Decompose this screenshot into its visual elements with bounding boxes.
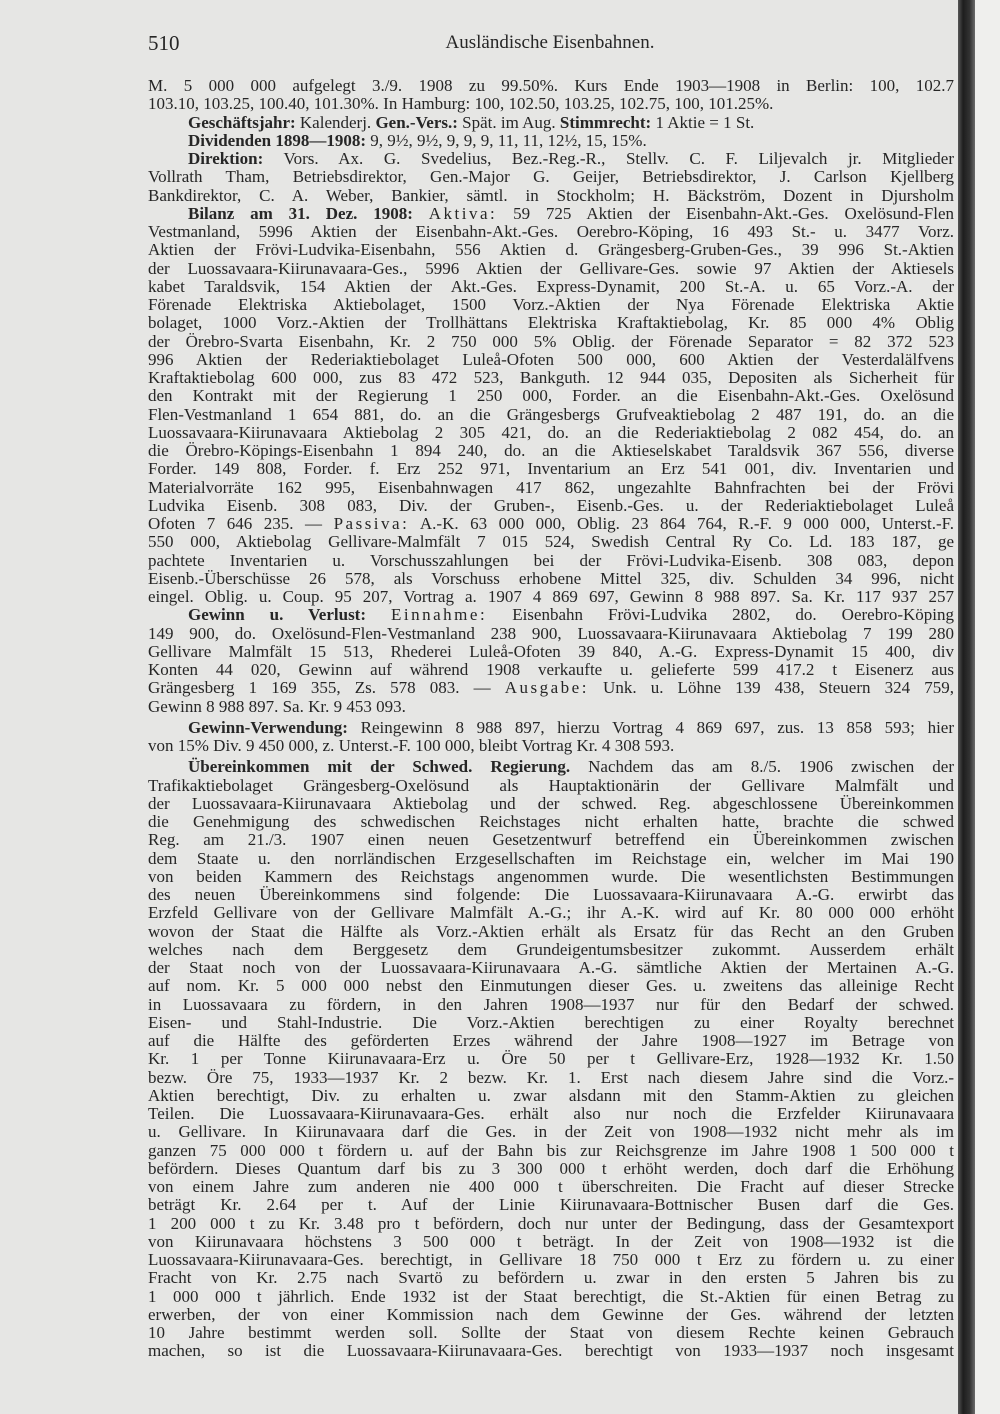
text-run: Flen-Vestmanland 1 654 881, do. an die Grängesbergs Grufveaktiebolag 2 487 191, do. an die [148, 404, 954, 424]
text-run: pachtete Inventarien u. Vorschusszahlungen bei der Frövi-Ludvika-Eisenb. 308 083, depon [148, 550, 954, 570]
text-run: den Kontrakt mit der Regierung 1 250 000, Forder. an die Eisenbahn-Akt.-Ges. Oxelösund [148, 386, 954, 406]
spaced-label: Einnahme: [391, 605, 488, 625]
text-run: Konten 44 020, Gewinn auf während 1908 verkaufte u. gelieferte 599 417.2 t Eisenerz aus [148, 660, 954, 679]
text-line [188, 605, 954, 625]
text-line [148, 958, 954, 978]
section-heading: Geschäftsjahr: [188, 112, 296, 132]
scan-edge [975, 0, 1000, 1414]
text-run: Aktien der Frövi-Ludvika-Eisenbahn, 556 Aktien d. Grängesberg-Gruben-Ges., 39 996 St.-Aktien [148, 240, 954, 260]
text-run: Ofoten 7 646 235. — [148, 514, 334, 533]
scan-binding-shadow [958, 0, 975, 1414]
text-run: erwerben, der von einer Kommission nach dem Gewinne der Ges. während der letzten [148, 1304, 954, 1324]
text-run: Trafikaktiebolaget Grängesberg-Oxelösund als Hauptaktionärin der Gellivare Malmfält und [148, 775, 954, 795]
text-run: Bankdirektor, C. A. Weber, Bankier, sämtl. in Stockholm; H. Bäckström, Dozent in Djursholm [148, 185, 954, 205]
text-run: Gellivare Malmfält 15 513, Rhederei Luleå-Ofoten 39 840, A.-G. Express-Dynamit 15 400, div [148, 641, 954, 661]
text-line [148, 1323, 954, 1343]
text-run: Reingewinn 8 988 897, hierzu Vortrag 4 869 697, zus. 13 858 593; hier [347, 717, 954, 737]
text-run: 996 Aktien der Rederiaktiebolaget Luleå-Ofoten 500 000, 600 Aktien der Vesterdalälfvens [148, 349, 954, 369]
text-run: M. 5 000 000 aufgelegt 3./9. 1908 zu 99.50%. Kurs Ende 1903—1908 in Berlin: 100, 102.7 [148, 76, 954, 95]
text-run: Erzfeld Gellivare von der Gellivare Malmfält A.-G.; ihr A.-K. wird auf Kr. 80 000 000 erhöht [148, 903, 954, 923]
text-line [148, 1177, 954, 1197]
text-run: eingel. Oblig. u. Coup. 95 207, Vortrag a. 1907 4 869 697, Gewinn 8 988 897. Sa. Kr. 117 937 257 [148, 587, 954, 606]
text-run: Reg. am 21./3. 1907 einen neuen Gesetzentwurf betreffend ein Übereinkommen zwischen [148, 830, 954, 850]
text-run: von Kiirunavaara höchstens 3 500 000 t beträgt. In der Zeit von 1908—1932 ist die [148, 1231, 954, 1251]
text-line [148, 240, 954, 260]
text-run: dem Staate u. den norrländischen Erzgesellschaften im Reichstage ein, welcher im Mai 190 [148, 848, 954, 868]
text-line [148, 812, 954, 832]
text-run: Forder. 149 808, Forder. f. Erz 252 971, Inventarium an Erz 541 001, div. Inventarien und [148, 459, 954, 479]
text-line [148, 794, 954, 814]
text-run: Kalenderj. [295, 112, 376, 132]
text-run: 1 200 000 t zu Kr. 3.48 pro t befördern, doch nur unter der Bedingung, dass der Gesamtexport [148, 1213, 954, 1233]
text-line [148, 496, 954, 516]
text-run: Kraftaktiebolag 600 000, zus 83 472 523, Bankguth. 12 944 035, Depositen als Sicherheit für [148, 368, 954, 387]
section-heading: Stimmrecht: [559, 112, 652, 132]
text-line [148, 1013, 954, 1033]
text-run: der Luossavaara-Kiirunavaara-Ges., 5996 Aktien der Gellivare-Ges. sowie 97 Aktien der Aktiesels [148, 258, 954, 278]
text-run: 10 Jahre bestimmt werden soll. Sollte der Staat von diesem Rechte keinen Gebrauch [148, 1323, 954, 1342]
text-run: in Luossavaara zu fördern, in den Jahren 1908—1937 nur für den Bedarf der schwed. [148, 994, 954, 1014]
text-line [148, 1104, 954, 1124]
text-run: Luossavaara-Kiirunavaara-Ges. berechtigt, in Gellivare 18 750 000 t Erz zu fördern u. zu einer [148, 1250, 954, 1269]
text-run: Nachdem das am 8./5. 1906 zwischen der [570, 757, 954, 777]
text-run: Aktien berechtigt, Div. zu erhalten u. zwar alsdann mit den Stamm-Aktien zu gleichen [148, 1085, 954, 1105]
text-line [148, 386, 954, 406]
text-line [148, 551, 954, 571]
text-line [148, 660, 954, 680]
text-run: Vollrath Tham, Betriebsdirektor, Gen.-Major G. Geijer, Betriebsdirektor, J. Carlson Kjellberg [148, 167, 954, 187]
text-run: Materialvorräte 162 995, Eisenbahnwagen 417 862, ungezahlte Bahnfrachten bei der Frövi [148, 477, 954, 497]
text-line [148, 313, 954, 333]
text-run: der Örebro-Svarta Eisenbahn, Kr. 2 750 000 5% Oblig. der Förenade Separator = 82 372 523 [148, 331, 954, 351]
text-line [148, 532, 954, 552]
text-line [148, 922, 954, 942]
text-run: A.-K. 63 000 000, Oblig. 23 864 764, R.-F. 9 000 000, Unterst.-F. [409, 514, 954, 533]
text-line [148, 995, 954, 1015]
text-run: von einem Jahre zum anderen nie 400 000 t überschreiten. Die Fracht auf dieser Strecke [148, 1177, 954, 1196]
text-run: Vestmanland, 5996 Aktien der Eisenbahn-Akt.-Ges. Oerebro-Köping, 16 493 St.- u. 3477 Vorz. [148, 222, 954, 241]
section-heading: Gewinn-Verwendung: [188, 717, 348, 737]
text-line [188, 718, 954, 738]
text-line [148, 1268, 954, 1288]
spaced-label: Passiva: [333, 514, 410, 533]
running-title: Ausländische Eisenbahnen. [445, 32, 655, 53]
text-run: 103.10, 103.25, 100.40, 101.30%. In Hamburg: 100, 102.50, 103.25, 102.75, 100, 101.25%. [148, 94, 774, 114]
text-run: die Genehmigung des schwedischen Reichstages nicht erhalten hatte, brachte die schwed [148, 812, 954, 831]
text-run: des neuen Übereinkommens sind folgende: Die Luossavaara-Kiirunavaara A.-G. erwirbt das [148, 885, 954, 904]
text-run: machen, so ist die Luossavaara-Kiirunavaara-Ges. berechtigt von 1933—1937 noch insgesamt [148, 1341, 954, 1361]
text-run: Eisenbahn Frövi-Ludvika 2802, do. Oerebro-Köping [487, 605, 954, 625]
text-line [148, 76, 954, 96]
text-run: befördern. Dieses Quantum darf bis zu 3 300 000 t erhöht werden, doch darf die Erhöhung [148, 1158, 954, 1178]
text-run [366, 605, 391, 624]
text-line [148, 332, 954, 352]
text-line [148, 405, 954, 425]
text-line [148, 94, 954, 114]
text-run: Gewinn 8 988 897. Sa. Kr. 9 453 093. [148, 696, 406, 716]
text-run: Ludvika Eisenb. 308 083, Div. der Gruben-, Eisenb.-Ges. u. der Rederiaktiebolaget Luleå [148, 495, 954, 515]
text-line [148, 1068, 954, 1088]
text-line [148, 1086, 954, 1106]
section-heading: Dividenden 1898—1908: [188, 130, 367, 150]
text-run: wovon der Staat die Hälfte als Vorz.-Aktien erhält als Ersatz für das Recht an den Gruben [148, 921, 954, 941]
text-line [148, 222, 954, 242]
text-line [148, 736, 954, 756]
page-number: 510 [148, 31, 180, 55]
text-line [148, 1195, 954, 1215]
text-run: u. Gellivare. In Kiirunavaara darf die Ges. in der Zeit von 1908—1932 nicht mehr als im [148, 1122, 954, 1142]
text-run: Förenade Elektriska Aktiebolaget, 1500 Vorz.-Aktien der Nya Förenade Elektriska Aktie [148, 295, 954, 314]
text-line [188, 131, 954, 151]
text-line [148, 259, 954, 279]
text-run: 550 000, Aktiebolag Gellivare-Malmfält 7 015 524, Swedish Central Ry Co. Ld. 183 187, ge [148, 532, 954, 552]
text-run: Vors. Ax. G. Svedelius, Bez.-Reg.-R., Stellv. C. F. Liljevalch jr. Mitglieder [263, 149, 954, 168]
text-run: die Örebro-Köpings-Eisenbahn 1 894 240, do. an die Aktieselskabet Taraldsvik 367 556, diverse [148, 441, 954, 460]
text-run: Luossavaara-Kiirunavaara Aktiebolag 2 305 421, do. an die Rederiaktiebolag 2 082 454, do. an [148, 422, 954, 442]
text-run: auf nom. Kr. 5 000 000 nebst den Einmutungen dieser Ges. u. zweitens das alleinige Recht [148, 976, 954, 996]
text-line [148, 587, 954, 607]
text-line [148, 697, 954, 717]
text-run [413, 204, 429, 223]
section-heading: Gen.-Vers.: [375, 112, 458, 132]
text-line [148, 903, 954, 923]
text-line [148, 830, 954, 850]
section-heading: Gewinn u. Verlust: [188, 605, 367, 625]
text-run: beträgt Kr. 2.64 per t. Auf der Linie Kiirunavaara-Bottnischer Busen darf die Ges. [148, 1195, 954, 1215]
text-line [148, 295, 954, 315]
text-run: bezw. Öre 75, 1933—1937 Kr. 2 bezw. Kr. 1. Erst nach diesem Jahre sind die Vorz.- [148, 1067, 954, 1087]
text-line [148, 867, 954, 887]
text-run: 1 000 000 t jährlich. Ende 1932 ist der Staat berechtigt, die St.-Aktien für einen Betrag zu [148, 1286, 954, 1306]
text-line [148, 940, 954, 960]
text-line [148, 678, 954, 698]
text-line [188, 149, 954, 169]
text-line [148, 368, 954, 388]
text-line [148, 1232, 954, 1252]
text-line [148, 459, 954, 479]
text-run: 9, 9½, 9½, 9, 9, 9, 11, 11, 12½, 15, 15%. [366, 130, 647, 150]
text-run: kabet Taraldsvik, 154 Aktien der Akt.-Ges. Express-Dynamit, 200 St.-A. u. 65 Vorz.-A. der [148, 276, 954, 296]
text-run: auf die Hälfte des geförderten Erzes während der Jahre 1908—1927 im Betrage von [148, 1031, 954, 1050]
text-line [148, 514, 954, 534]
text-run: bolaget, 1000 Vorz.-Aktien der Trollhättans Elektriska Kraftaktiebolag, Kr. 85 000 4% Oblig [148, 313, 954, 333]
text-line [148, 441, 954, 461]
text-line [148, 569, 954, 589]
text-line [148, 976, 954, 996]
text-line [148, 849, 954, 869]
text-line [188, 113, 954, 133]
text-run: Kr. 1 per Tonne Kiirunavaara-Erz u. Öre 50 per t Gellivare-Erz, 1928—1932 Kr. 1.50 [148, 1049, 954, 1069]
text-run: Eisen- und Stahl-Industrie. Die Vorz.-Aktien berechtigen zu einer Royalty berechnet [148, 1012, 954, 1032]
text-run: Teilen. Die Luossavaara-Kiirunavaara-Ges. erhält also nur noch die Erzfelder Kiirunavaara [148, 1104, 954, 1123]
text-line [148, 1341, 954, 1361]
text-line [148, 1122, 954, 1142]
text-line [188, 204, 954, 224]
spaced-label: Aktiva: [428, 203, 498, 223]
text-line [148, 277, 954, 297]
text-line [148, 350, 954, 370]
text-line [148, 776, 954, 796]
text-line [148, 1159, 954, 1179]
section-heading: Direktion: [188, 149, 264, 168]
text-run: 149 900, do. Oxelösund-Flen-Vestmanland 238 900, Luossavaara-Kiirunavaara Aktiebolag 7 199 280 [148, 623, 954, 643]
text-run: Fracht von Kr. 2.75 nach Svartö zu befördern u. zwar in den ersten 5 Jahren bis zu [148, 1268, 954, 1288]
text-line [148, 1250, 954, 1270]
text-line [148, 186, 954, 206]
text-line [148, 478, 954, 498]
text-run: der Staat noch von der Luossavaara-Kiirunavaara A.-G. sämtliche Aktien der Mertainen A.-G. [148, 958, 954, 977]
text-line [148, 423, 954, 443]
text-line [148, 1214, 954, 1234]
text-line [148, 1305, 954, 1325]
text-line [148, 1141, 954, 1161]
text-run: welches nach dem Berggesetz dem Grundeigentumsbesitzer zukommt. Ausserdem erhält [148, 939, 954, 959]
text-line [148, 167, 954, 187]
text-run: von 15% Div. 9 450 000, z. Unterst.-F. 100 000, bleibt Vortrag Kr. 4 308 593. [148, 736, 675, 755]
text-line [148, 624, 954, 644]
text-run: Unk. u. Löhne 139 438, Steuern 324 759, [588, 678, 954, 698]
text-line [148, 1049, 954, 1069]
text-run: 59 725 Aktien der Eisenbahn-Akt.-Ges. Oxelösund-Flen [497, 203, 954, 223]
text-run: Grängesberg 1 169 355, Zs. 578 083. — [148, 678, 505, 698]
spaced-label: Ausgabe: [504, 678, 589, 698]
text-line [148, 885, 954, 905]
section-heading: Bilanz am 31. Dez. 1908: [188, 203, 413, 223]
text-line [148, 1287, 954, 1307]
text-line [148, 642, 954, 662]
text-run: von beiden Kammern des Reichstags angenommen wurde. Die wesentlichsten Bestimmungen [148, 866, 954, 886]
section-heading: Übereinkommen mit der Schwed. Regierung. [188, 757, 571, 777]
text-run: Eisenb.-Überschüsse 26 578, als Vorschuss erhobene Mittel 325, div. Schulden 34 996, nicht [148, 568, 954, 588]
text-run: Spät. im Aug. [457, 112, 560, 132]
text-run: 1 Aktie = 1 St. [651, 112, 755, 132]
text-run: der Luossavaara-Kiirunavaara Aktiebolag und der schwed. Reg. abgeschlossene Übereinkommen [148, 793, 954, 813]
text-line [148, 1031, 954, 1051]
text-run: ganzen 75 000 000 t fördern u. auf der Bahn bis zur Reichsgrenze im Jahre 1908 1 500 000 t [148, 1140, 954, 1160]
text-line [188, 757, 954, 777]
